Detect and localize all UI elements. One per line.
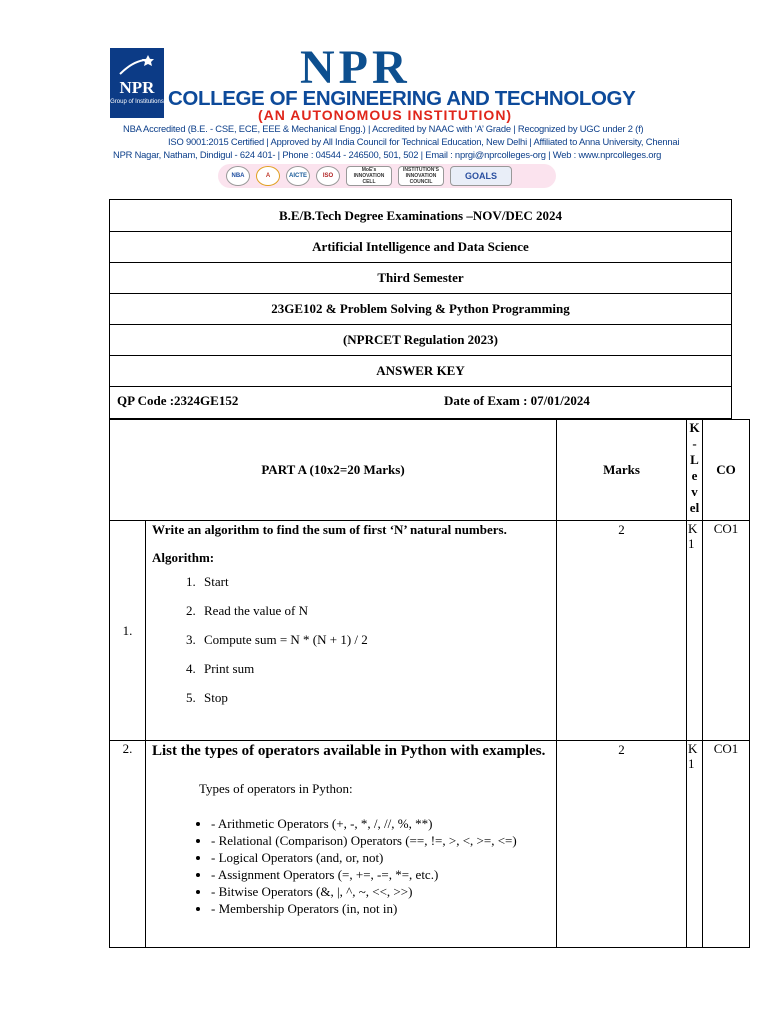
table-row	[110, 741, 750, 948]
answer-heading: Types of operators in Python:	[199, 781, 353, 796]
k-level-value: K 1	[687, 741, 703, 948]
list-item: 4. Print sum	[199, 661, 556, 677]
regulation: (NPRCET Regulation 2023)	[110, 325, 732, 356]
question-text: List the types of operators available in Python with examples.	[152, 743, 546, 759]
address-line: NPR Nagar, Natham, Dindigul - 624 401- | Phone : 04544 - 246500, 501, 502 | Email : nprgi@nprcolleges-org | Web : www.nprcolleges.org	[113, 149, 662, 160]
accreditation-line-1: NBA Accredited (B.E. - CSE, ECE, EEE & Mechanical Engg.) | Accredited by NAAC with ‘A’ Grade | Recognized by UGC under 2 (f)	[123, 123, 644, 134]
exam-title: B.E/B.Tech Degree Examinations –NOV/DEC 2024	[110, 200, 732, 232]
iso-badge-icon: ISO	[316, 166, 340, 186]
question-number: 2.	[110, 741, 146, 948]
semester: Third Semester	[110, 263, 732, 294]
college-logo	[110, 48, 164, 118]
k-level-header: K - L e v el	[687, 420, 703, 521]
department: Artificial Intelligence and Data Science	[110, 232, 732, 263]
college-name: COLLEGE OF ENGINEERING AND TECHNOLOGY	[168, 87, 636, 110]
innovation-cell-badge-icon: MoE's INNOVATION CELL	[346, 166, 392, 186]
co-value: CO1	[703, 521, 750, 741]
list-item: • - Bitwise Operators (&, |, ^, ~, <<, >>)	[211, 883, 556, 900]
marks-header: Marks	[557, 420, 687, 521]
accreditation-badges	[218, 164, 556, 188]
answer-table	[109, 419, 750, 948]
exam-header-table	[109, 199, 732, 419]
autonomous-label: (AN AUTONOMOUS INSTITUTION)	[258, 107, 513, 123]
table-row	[110, 521, 750, 741]
list-item: 1. Start	[199, 574, 556, 590]
part-header: PART A (10x2=20 Marks)	[110, 420, 557, 521]
k-level-value: K 1	[687, 521, 703, 741]
naac-badge-icon: A	[256, 166, 280, 186]
list-item: • - Logical Operators (and, or, not)	[211, 849, 556, 866]
co-header: CO	[703, 420, 750, 521]
list-item: 5. Stop	[199, 690, 556, 706]
marks-value: 2	[557, 521, 687, 741]
question-number: 1.	[110, 521, 146, 741]
algorithm-steps	[146, 574, 556, 706]
list-item: • - Membership Operators (in, not in)	[211, 900, 556, 917]
doc-type: ANSWER KEY	[110, 356, 732, 387]
table-header-row	[110, 420, 750, 521]
aicte-badge-icon: AICTE	[286, 166, 310, 186]
exam-date: Date of Exam : 07/01/2024	[444, 393, 590, 408]
logo-group-text: Group of Institutions	[110, 99, 164, 105]
logo-tagline: Reach the Star	[116, 110, 158, 116]
answer-cell	[146, 521, 557, 741]
nba-badge-icon: NBA	[226, 166, 250, 186]
brand-title: NPR	[300, 41, 411, 94]
list-item: • - Arithmetic Operators (+, -, *, /, //, %, **)	[211, 815, 556, 832]
answer-cell	[146, 741, 557, 948]
sdg-goals-badge-icon: GOALS	[450, 166, 512, 186]
list-item: 2. Read the value of N	[199, 603, 556, 619]
question-text: Write an algorithm to find the sum of first ‘N’ natural numbers.	[152, 522, 507, 537]
accreditation-line-2: ISO 9001:2015 Certified | Approved by All India Council for Technical Education, New Delhi | Affiliated to Anna University, Chennai	[168, 136, 680, 147]
list-item: 3. Compute sum = N * (N + 1) / 2	[199, 632, 556, 648]
course-title: 23GE102 & Problem Solving & Python Programming	[110, 294, 732, 325]
star-swoosh-icon	[118, 54, 156, 78]
qp-row	[110, 387, 732, 419]
qp-code: QP Code :2324GE152	[117, 393, 239, 408]
answer-heading: Algorithm:	[152, 550, 215, 565]
iic-badge-icon: INSTITUTION'S INNOVATION COUNCIL	[398, 166, 444, 186]
co-value: CO1	[703, 741, 750, 948]
logo-text: NPR	[119, 78, 155, 97]
list-item: • - Relational (Comparison) Operators (==, !=, >, <, >=, <=)	[211, 832, 556, 849]
operator-list	[146, 815, 556, 917]
marks-value: 2	[557, 741, 687, 948]
list-item: • - Assignment Operators (=, +=, -=, *=, etc.)	[211, 866, 556, 883]
